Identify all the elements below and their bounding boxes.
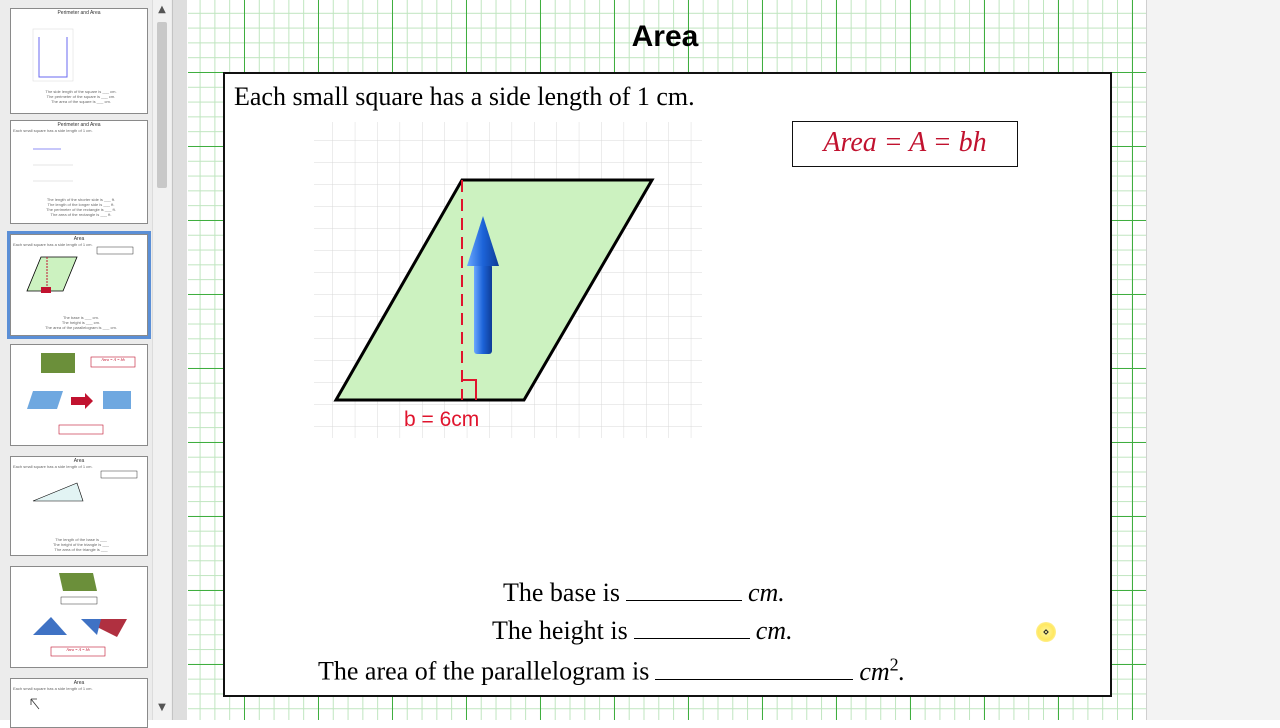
area-answer-blank[interactable] [655,657,853,680]
thumbnail-subtitle: Each small square has a side length of 1 cm. [13,464,93,469]
question-base [503,578,785,608]
thumbnail-line: The side length of the square is ___ cm. [45,89,117,94]
thumbnail-line: The height is ___ cm. [61,320,101,325]
thumbnail-slide-6[interactable] [10,566,148,668]
thumbnail-line: The base is ___ cm. [62,315,100,320]
panel-splitter[interactable] [172,0,187,720]
thumbnail-line: The length of the base is ___ [55,537,107,542]
thumbnail-slide-4[interactable] [10,344,148,446]
thumbnail-figure [11,679,148,728]
thumbnail-line: The length of the longer side is ___ ft. [47,202,115,207]
thumbnail-slide-1[interactable] [10,8,148,114]
height-answer-blank[interactable] [634,616,750,639]
question-height-text: The height is [492,616,628,645]
area-unit-period: . [898,656,906,686]
base-label: b = 6cm [404,408,480,431]
thumbnail-figure [11,567,148,668]
thumbnail-title: Perimeter and Area [57,122,101,128]
scrollbar-thumb[interactable] [157,22,167,188]
scroll-down-arrow-icon[interactable]: ▼ [158,702,166,713]
thumbnail-slide-2[interactable] [10,120,148,224]
base-answer-blank[interactable] [626,578,742,601]
slide-title: Area [631,20,699,53]
thumbnail-list [0,0,152,720]
thumbnail-title: Area [73,680,85,686]
height-unit: cm. [755,616,793,645]
thumbnail-title: Area [73,236,85,242]
scroll-up-arrow-icon[interactable]: ▲ [158,4,166,15]
thumbnail-line: The area of the parallelogram is ___ cm. [45,325,117,330]
thumbnail-title: Perimeter and Area [57,10,101,16]
thumbnail-line: The height of the triangle is ___ [52,542,110,547]
base-unit: cm. [747,578,785,607]
area-formula: Area = A = bh [792,121,1018,167]
thumbnail-slide-7[interactable] [10,678,148,728]
thumbnail-line: The perimeter of the square is ___ cm. [46,94,116,99]
question-base-text: The base is [503,578,620,607]
question-area-text: The area of the parallelogram is [318,656,650,686]
question-area [318,654,905,687]
thumbnail-line: The area of the square is ___ cm. [51,99,111,104]
thumbnail-line: The area of the rectangle is ___ ft. [50,212,112,217]
slide-thumbnail-panel [0,0,172,720]
intro-text: Each small square has a side length of 1 cm. [234,82,695,111]
thumbnail-formula: Area = A = bh [66,647,90,652]
area-unit-base: cm [859,656,890,686]
thumbnail-line: The area of the triangle is ___ [54,547,108,552]
thumbnail-scrollbar[interactable] [152,0,171,720]
slide-margin [1146,0,1280,720]
thumbnail-line: The length of the shorter side is ___ ft. [46,197,116,202]
thumbnail-subtitle: Each small square has a side length of 1 cm. [13,686,93,691]
question-height [492,616,793,646]
parallelogram-figure [310,118,710,444]
area-unit [859,654,906,686]
thumbnail-slide-3-selected[interactable] [10,234,148,336]
thumbnail-line: The perimeter of the rectangle is ___ ft. [46,207,116,212]
thumbnail-formula: Area = A = bh [101,357,125,362]
thumbnail-slide-5[interactable] [10,456,148,556]
thumbnail-subtitle: Each small square has a side length of 1 cm. [13,242,93,247]
thumbnail-title: Area [73,458,85,464]
area-unit-exponent: 2 [889,654,899,674]
thumbnail-subtitle: Each small square has a side length of 1 cm. [13,128,93,133]
